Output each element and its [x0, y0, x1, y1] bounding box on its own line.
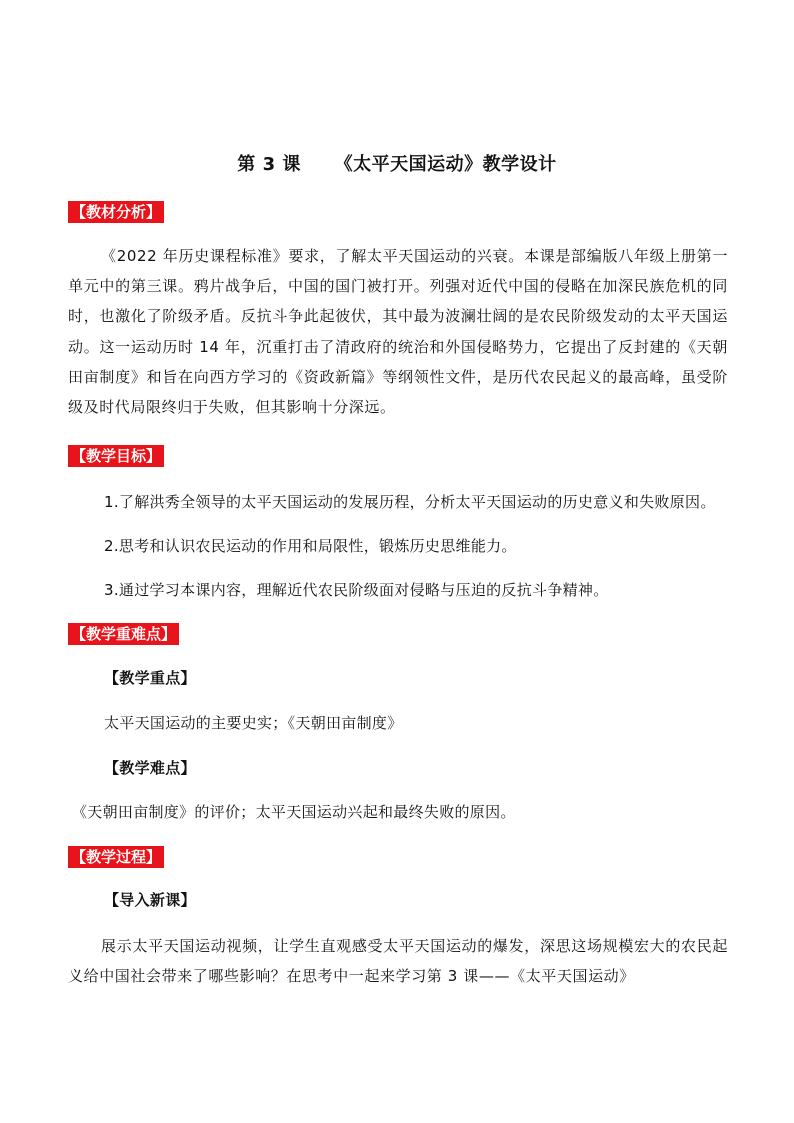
section-tag-key-points: 【教学重难点】	[68, 623, 179, 645]
section-tag-process: 【教学过程】	[68, 846, 164, 868]
section-tag-analysis: 【教材分析】	[68, 201, 164, 223]
intro-paragraph: 展示太平天国运动视频，让学生直观感受太平天国运动的爆发，深思这场规模宏大的农民起义给中国社会带来了哪些影响？在思考中一起来学习第 3 课——《太平天国运动》	[68, 937, 728, 986]
focus-label: 【教学重点】	[104, 669, 196, 687]
analysis-paragraph: 《2022 年历史课程标准》要求，了解太平天国运动的兴衰。本课是部编版八年级上册第一单元中的第三课。鸦片战争后，中国的国门被打开。列强对近代中国的侵略在加深民族危机的同时，也激化了阶级矛盾。反抗斗争此起彼伏，其中最为波澜壮阔的是农民阶级发动的太平天国运动。这一运动历时 14 年，沉重打击了清政府的统治和外国侵略势力，它提出了反封建的《天朝田亩制度》和旨在向西方学习的《资政新篇》等纲领性文件，是历代农民起义的最高峰，虽受阶级及时代局限终归于失败，但其影响十分深远。	[68, 247, 728, 417]
intro-label: 【导入新课】	[104, 891, 196, 909]
goal-item-1: 1.了解洪秀全领导的太平天国运动的发展历程，分析太平天国运动的历史意义和失败原因。	[104, 493, 716, 511]
focus-text: 太平天国运动的主要史实；《天朝田亩制度》	[104, 714, 403, 732]
goal-item-2: 2.思考和认识农民运动的作用和局限性，锻炼历史思维能力。	[104, 537, 517, 555]
document-title: 第 3 课 《太平天国运动》教学设计	[237, 154, 557, 175]
goal-item-3: 3.通过学习本课内容，理解近代农民阶级面对侵略与压迫的反抗斗争精神。	[104, 581, 609, 599]
section-tag-goals: 【教学目标】	[68, 445, 164, 467]
difficulty-label: 【教学难点】	[104, 759, 196, 777]
difficulty-text: 《天朝田亩制度》的评价；太平天国运动兴起和最终失败的原因。	[72, 803, 516, 821]
